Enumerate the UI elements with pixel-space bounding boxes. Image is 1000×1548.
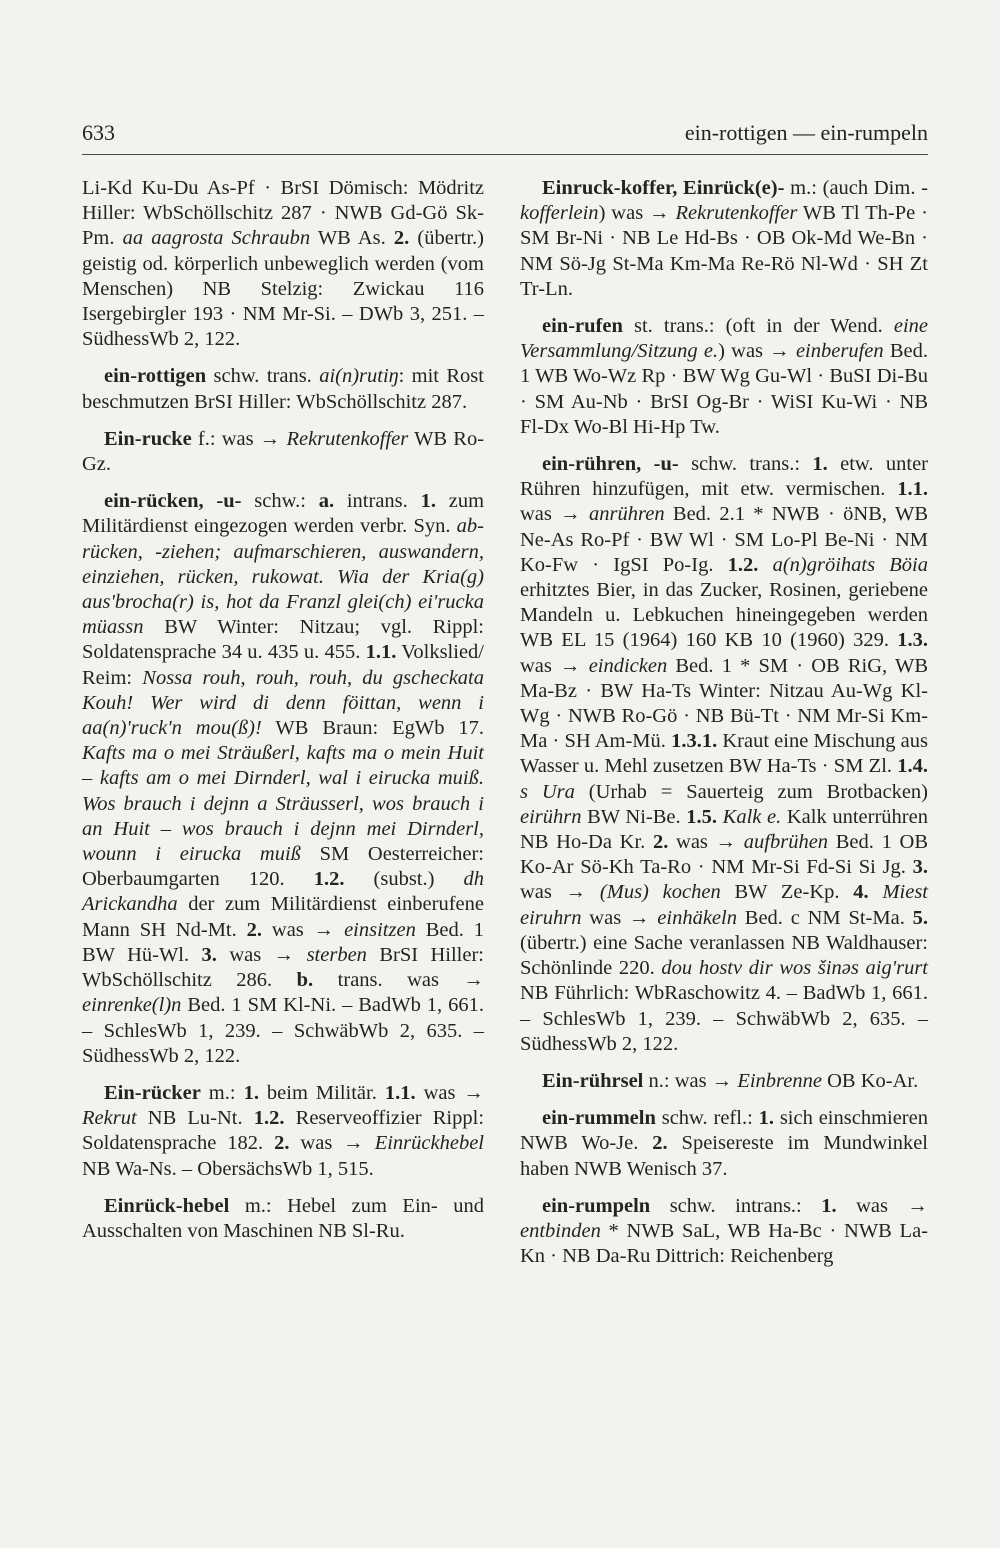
right-column [520, 176, 928, 1281]
entry-headword: ein-rücken, -u- [104, 490, 242, 513]
dictionary-entry [520, 1069, 928, 1094]
entry-sense-number: 1.3. [897, 629, 928, 652]
entry-text: der zum Militärdienst einberufene Mann SH Nd-Mt. [82, 893, 484, 941]
entry-italic-text: entbinden [520, 1219, 601, 1242]
entry-text: beim Militär. [258, 1081, 385, 1104]
entry-text: was → [836, 1194, 928, 1217]
entry-italic-text: Miest eiruhrn [520, 881, 928, 929]
dictionary-entry [82, 364, 484, 414]
page-number: 633 [82, 120, 115, 145]
entry-text: ) was → [598, 202, 676, 225]
entry-text: NB Wa-Ns. – ObersächsWb 1, 515. [82, 1157, 374, 1180]
entry-text: was → [289, 1132, 375, 1155]
entry-italic-text: -kofferlein [520, 177, 928, 225]
entry-sense-number: 1.2. [727, 553, 759, 576]
entry-text: * NWB SaL, WB Ha-Bc · NWB La-Kn · NB Da-Ru Dittrich: Reichenberg [520, 1219, 928, 1268]
entry-text: erhitztes Bier, in das Zucker, Rosinen, geriebene Mandeln u. Lebkuchen hineingegeben werden WB EL 15 (1964) 160 KB 10 (1960) 329. [520, 579, 928, 652]
entry-text: BW Winter: Nitzau; vgl. Rippl: Soldatensprache 34 u. 435 u. 455. [82, 616, 484, 664]
entry-text: Speisereste im Mundwinkel haben NWB Wenisch 37. [520, 1132, 928, 1180]
entry-sense-number: 1.1. [897, 478, 928, 501]
entry-sense-number: 1.2. [313, 868, 345, 891]
entry-headword: ein-rufen [542, 315, 623, 338]
entry-sense-number: 3. [201, 943, 217, 966]
entry-sense-number: a. [318, 490, 335, 513]
entry-text: BrSI Hiller: WbSchöllschitz 286. [82, 943, 484, 992]
entry-text: Bed. 2.1 * NWB · öNB, WB Ne-As Ro-Pf · BW Wl · SM Lo-Pl Be-Ni · NM Ko-Fw · IgSI Po-Ig. [520, 503, 928, 576]
dictionary-entry [520, 452, 928, 1057]
entry-text: : mit Rost beschmutzen BrSI Hiller: WbSchöllschitz 287. [82, 365, 484, 413]
dictionary-entry [520, 1194, 928, 1270]
entry-text: schw. intrans.: [650, 1194, 822, 1217]
entry-sense-number: 2. [652, 1132, 668, 1155]
entry-italic-text: eine Versammlung/Sitzung e. [520, 315, 928, 363]
entry-text: NB Führlich: WbRaschowitz 4. – BadWb 1, 661. – SchlesWb 1, 239. – SchwäbWb 2, 635. – SüdhessWb 2, 122. [520, 982, 928, 1055]
left-column [82, 176, 484, 1256]
entry-sense-number: 5. [912, 906, 928, 929]
entry-sense-number: 1.2. [253, 1107, 285, 1130]
dictionary-entry [520, 176, 928, 302]
entry-italic-text: Rekrutenkoffer [675, 202, 798, 225]
entry-text: was → [520, 654, 589, 677]
entry-italic-text: dou hostv dir wos šinəs aig'rurt [661, 957, 928, 980]
entry-italic-text: Kalk e. [722, 805, 782, 828]
entry-sense-number: 2. [652, 831, 669, 854]
entry-italic-text: Einbrenne [737, 1069, 822, 1092]
entry-text: n.: was → [643, 1069, 738, 1092]
entry-text: NB Lu-Nt. [136, 1107, 254, 1130]
running-head: ein-rottigen — ein-rumpeln [684, 120, 928, 145]
dictionary-entry [82, 176, 484, 352]
entry-text: was → [668, 831, 744, 854]
entry-text: Reserveoffizier Rippl: Soldatensprache 182. [82, 1107, 485, 1155]
entry-text: m.: Hebel zum Ein- und Ausschalten von Maschinen NB Sl-Ru. [82, 1194, 484, 1242]
entry-text: schw. trans.: [678, 453, 813, 476]
entry-text: SM Oesterreicher: Oberbaumgarten 120. [82, 843, 484, 891]
entry-sense-number: 1. [420, 490, 436, 513]
entry-italic-text: Einrückhebel [374, 1132, 484, 1155]
entry-headword: ein-rummeln [542, 1107, 656, 1130]
entry-sense-number: 1. [821, 1194, 837, 1217]
entry-italic-text: einrenke(l)n [82, 994, 182, 1017]
entry-text: ) was → [718, 340, 796, 363]
entry-text: Bed. 1 BW Hü-Wl. [82, 918, 485, 966]
dictionary-entry [520, 1106, 928, 1182]
dictionary-entry [520, 314, 928, 440]
entry-italic-text: dh Arickandha [82, 868, 484, 916]
entry-text: m.: [200, 1081, 244, 1104]
dictionary-entry [82, 1194, 484, 1244]
entry-text: trans. was → [313, 969, 484, 992]
entry-text: schw.: [241, 490, 319, 513]
dictionary-entry [82, 489, 484, 1069]
entry-text: was → [262, 918, 345, 941]
entry-italic-text: einhäkeln [657, 906, 737, 929]
entry-text: Kalk unterrühren NB Ho-Da Kr. [520, 805, 928, 854]
entry-italic-text: einsitzen [344, 918, 416, 941]
entry-sense-number: 1. [758, 1107, 774, 1130]
entry-italic-text: eindicken [588, 654, 668, 677]
entry-text: f.: was [191, 427, 260, 450]
entry-sense-number: 3. [912, 856, 928, 879]
entry-text: WB Braun: EgWb 17. [261, 717, 484, 740]
entry-text: → [259, 427, 287, 450]
entry-text: schw. trans. [206, 365, 320, 388]
entry-text: Bed. 1 SM Kl-Ni. – BadWb 1, 661. – SchlesWb 1, 239. – SchwäbWb 2, 635. – SüdhessWb 2, 122. [82, 994, 484, 1067]
entry-sense-number: 1.1. [384, 1081, 416, 1104]
entry-text: Volkslied/ Reim: [82, 641, 484, 689]
dictionary-entry [82, 1081, 484, 1182]
entry-sense-number: 2. [246, 918, 263, 941]
entry-text: sich einschmieren NWB Wo-Je. [520, 1107, 928, 1155]
entry-text: (subst.) [344, 868, 464, 891]
entry-text: OB Ko-Ar. [821, 1069, 919, 1092]
entry-headword: Ein-rührsel [542, 1069, 644, 1092]
entry-text: BW Ni-Be. [581, 805, 687, 828]
entry-sense-number: 1.5. [686, 805, 718, 828]
entry-text: intrans. [334, 490, 421, 513]
entry-text: Li-Kd Ku-Du As-Pf · BrSI Dömisch: Mödritz Hiller: WbSchöllschitz 287 · NWB Gd-Gö Sk-Pm. [82, 177, 484, 250]
entry-headword: ein-rühren, -u- [542, 453, 679, 476]
entry-italic-text: ab-rücken, -ziehen; aufmarschieren, auswandern, einziehen, rücken, rukowat. Wia der Kria(g) aus'brocha(r) is, hot da Franzl glei(ch) ei'rucka müassn [82, 515, 484, 639]
entry-italic-text: s Ura [520, 780, 575, 803]
entry-italic-text: einberufen [795, 340, 884, 363]
entry-italic-text: Kafts ma o mei Sträußerl, kafts ma o mein Huit – kafts am o mei Dirnderl, wal i eirucka muiß. Wos brauch i dejnn a Sträusserl, wos brauch i an Huit – wos brauch i dejnn mei Dirnderl, wounn i eirucka muiß [82, 742, 484, 866]
entry-text: BW Ze-Kp. [720, 881, 854, 904]
entry-italic-text: aufbrühen [743, 831, 829, 854]
entry-headword: Einrück-hebel [104, 1194, 230, 1217]
entry-text: was → [216, 943, 307, 966]
entry-headword: Ein-rücker [104, 1081, 201, 1104]
entry-text [869, 881, 883, 903]
entry-italic-text: anrühren [589, 503, 665, 526]
entry-italic-text: aa aagrosta Schraubn [122, 227, 311, 250]
entry-italic-text: Rekrutenkoffer [286, 427, 409, 450]
entry-sense-number: 4. [853, 881, 869, 904]
entry-text: WB As. [310, 227, 394, 250]
entry-text: m.: (auch Dim. [784, 177, 922, 199]
entry-sense-number: 1. [243, 1081, 259, 1104]
entry-text: (Urhab = Sauerteig zum Brotbacken) [574, 780, 928, 803]
entry-headword: ein-rottigen [104, 365, 207, 388]
entry-text: was → [415, 1081, 484, 1104]
entry-text: WB Ro-Gz. [82, 427, 485, 476]
entry-text [758, 554, 772, 576]
entry-italic-text: a(n)gröihats Böia [772, 553, 928, 576]
entry-text: (übertr.) geistig od. körperlich unbeweglich werden (vom Menschen) NB Stelzig: Zwickau 116 Isergebirgler 193 · NM Mr-Si. – DWb 3, 251. – SüdhessWb 2, 122. [82, 227, 484, 351]
entry-sense-number: 2. [274, 1132, 290, 1155]
entry-sense-number: 1. [812, 453, 828, 476]
entry-italic-text: eirührn [520, 805, 582, 828]
entry-sense-number: 1.1. [365, 641, 397, 664]
entry-text: was → [520, 503, 590, 526]
entry-headword: ein-rumpeln [542, 1194, 651, 1217]
entry-text: schw. refl.: [655, 1107, 759, 1130]
entry-headword: Ein-rucke [104, 427, 192, 450]
entry-text: zum Militärdienst eingezogen werden verbr. Syn. [82, 490, 485, 538]
entry-text: (übertr.) eine Sache veranlassen NB Waldhauser: Schönlinde 220. [520, 931, 928, 980]
entry-text: Bed. 1 * SM · OB RiG, WB Ma-Bz · BW Ha-Ts Winter: Nitzau Au-Wg Kl-Wg · NWB Ro-Gö · NB Bü-Tt · NM Mr-Si Km-Ma · SH Am-Mü. [520, 654, 928, 753]
entry-sense-number: 1.3.1. [671, 730, 718, 753]
entry-text: Bed. 1 WB Wo-Wz Rp · BW Wg Gu-Wl · BuSI Di-Bu · SM Au-Nb · BrSI Og-Br · WiSI Ku-Wi · NB Fl-Dx Wo-Bl Hi-Hp Tw. [520, 340, 928, 438]
entry-text: st. trans.: (oft in der Wend. [622, 315, 894, 338]
entry-sense-number: 2. [393, 227, 410, 250]
entry-italic-text: ai(n)rutiŋ [319, 365, 399, 388]
entry-italic-text: Rekrut [82, 1107, 137, 1130]
entry-italic-text: (Mus) kochen [599, 881, 721, 904]
entry-sense-number: 1.4. [897, 755, 928, 778]
entry-italic-text: sterben [306, 943, 367, 966]
entry-headword: Einruck-koffer, Einrück(e)- [542, 177, 785, 199]
entry-text: Bed. c NM St-Ma. [736, 906, 913, 929]
entry-text: Kraut eine Mischung aus Wasser u. Mehl zusetzen BW Ha-Ts · SM Zl. [520, 730, 928, 778]
dictionary-entry [82, 427, 484, 477]
entry-text: WB Tl Th-Pe · SM Br-Ni · NB Le Hd-Bs · OB Ok-Md We-Bn · NM Sö-Jg St-Ma Km-Ma Re-Rö Nl-Wd · SH Zt Tr-Ln. [520, 202, 928, 300]
entry-text: was → [520, 881, 600, 904]
entry-sense-number: b. [296, 969, 314, 992]
entry-text: etw. unter Rühren hinzufügen, mit etw. vermischen. [520, 453, 928, 501]
entry-text: was → [581, 906, 658, 929]
page-header [82, 120, 928, 155]
entry-text: Bed. 1 OB Ko-Ar Sö-Kh Ta-Ro · NM Mr-Si Fd-Si Si Jg. [520, 831, 928, 879]
entry-italic-text: Nossa rouh, rouh, rouh, du gscheckata Kouh! Wer wird di denn föittan, wenn i aa(n)'ruck'n mou(ß)! [82, 666, 484, 740]
